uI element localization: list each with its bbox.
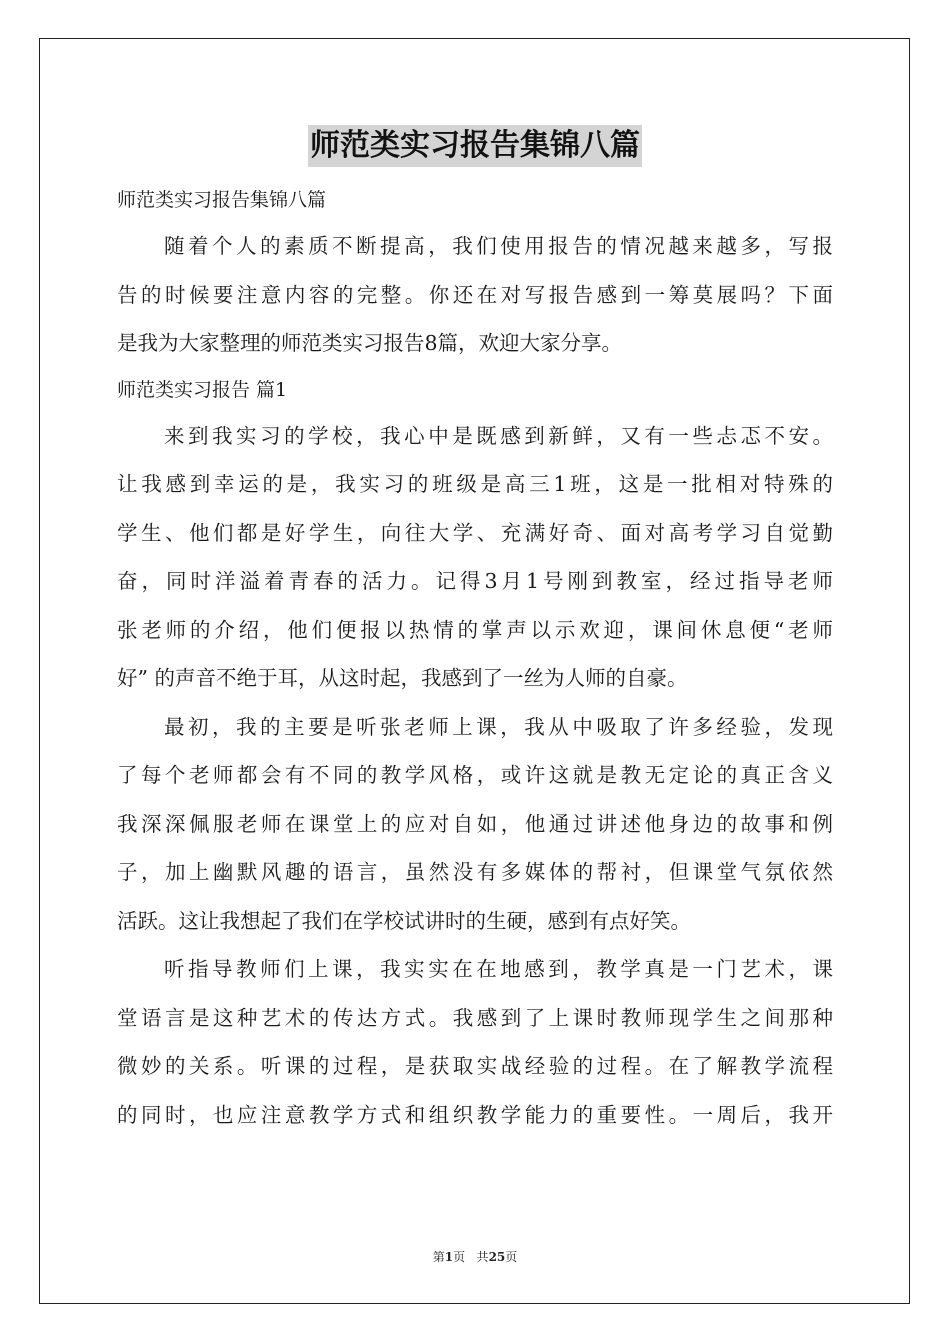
intro-line: 告的时候要注意内容的完整。你还在对写报告感到一筹莫展吗？下面 <box>117 282 833 307</box>
total-pages: 25 <box>488 1250 506 1264</box>
paragraph-line: 活跃。这让我想起了我们在学校试讲时的生硬，感到有点好笑。 <box>117 908 691 933</box>
page-footer <box>0 1248 950 1265</box>
document-subtitle: 师范类实习报告集锦八篇 <box>117 189 327 211</box>
paragraph-line: 听指导教师们上课，我实实在在地感到，教学真是一门艺术，课 <box>164 957 833 981</box>
paragraph-line: 堂语言是这种艺术的传达方式。我感到了上课时教师现学生之间那种 <box>117 1005 833 1030</box>
document-title: 师范类实习报告集锦八篇 <box>308 125 642 167</box>
paragraph-line: 好” 的声音不绝于耳，从这时起，我感到了一丝为人师的自豪。 <box>117 666 688 690</box>
title-container <box>0 125 950 167</box>
document-body <box>117 178 833 1139</box>
intro-line: 是我为大家整理的师范类实习报告8篇，欢迎大家分享。 <box>117 331 623 355</box>
page-prefix: 第 <box>432 1250 445 1264</box>
paragraph-line: 来到我实习的学校，我心中是既感到新鲜，又有一些忐忑不安。 <box>164 423 833 448</box>
paragraph-line: 了每个老师都会有不同的教学风格，或许这就是教无定论的真正含义 <box>117 763 833 787</box>
paragraph-line: 我深深佩服老师在课堂上的应对自如，他通过讲述他身边的故事和例 <box>117 811 833 836</box>
page-suffix: 页 <box>453 1250 466 1264</box>
total-suffix: 页 <box>505 1250 518 1264</box>
total-prefix: 共 <box>476 1250 489 1264</box>
paragraph-line: 最初，我的主要是听张老师上课，我从中吸取了许多经验，发现 <box>164 714 833 739</box>
paragraph-line: 微妙的关系。听课的过程，是获取实战经验的过程。在了解教学流程 <box>117 1054 833 1078</box>
section-heading: 师范类实习报告 篇1 <box>117 378 288 401</box>
page-number: 1 <box>444 1250 454 1264</box>
paragraph-line: 让我感到幸运的是，我实习的班级是高三1班，这是一批相对特殊的 <box>117 472 833 496</box>
paragraph-line: 奋，同时洋溢着青春的活力。记得3月1号刚到教室，经过指导老师 <box>117 569 833 593</box>
paragraph-line: 张老师的介绍，他们便报以热情的掌声以示欢迎，课间休息便“老师 <box>117 617 833 642</box>
paragraph-line: 的同时，也应注意教学方式和组织教学能力的重要性。一周后，我开 <box>117 1102 833 1127</box>
intro-line: 随着个人的素质不断提高，我们使用报告的情况越来越多，写报 <box>164 234 833 258</box>
paragraph-line: 学生、他们都是好学生，向往大学、充满好奇、面对高考学习自觉勤 <box>117 520 833 545</box>
paragraph-line: 子，加上幽默风趣的语言，虽然没有多媒体的帮衬，但课堂气氛依然 <box>117 860 833 884</box>
